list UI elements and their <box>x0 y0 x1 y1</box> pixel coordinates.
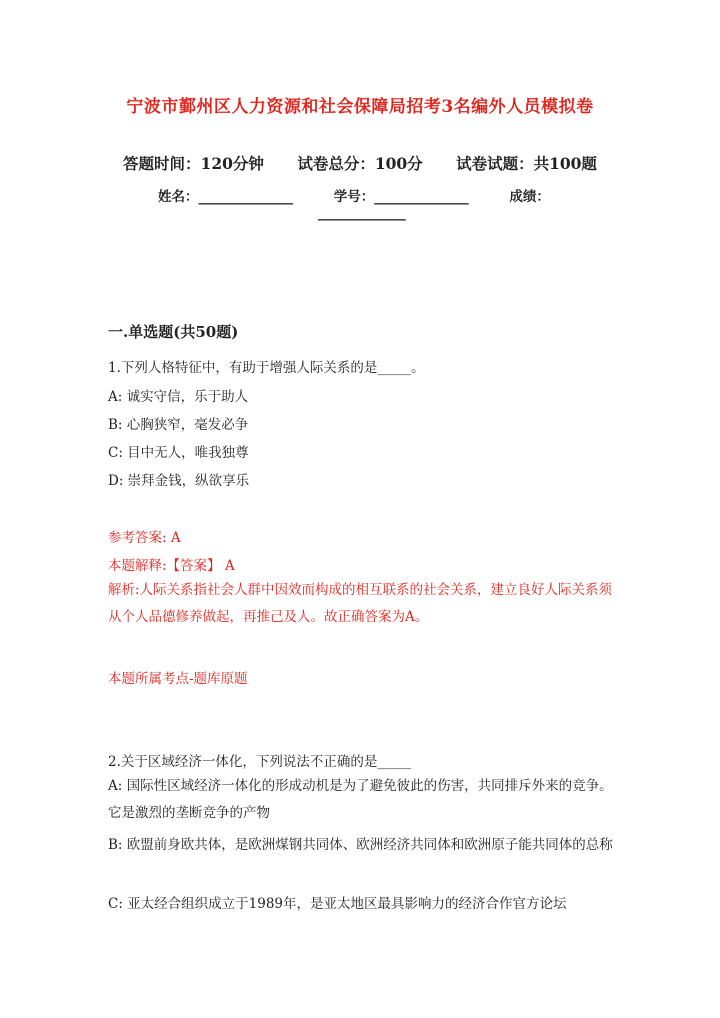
q2-stem: 2.关于区域经济一体化，下列说法不正确的是_____ <box>108 754 412 770</box>
score-line: _____________ <box>318 205 406 221</box>
q1-option-d: D: 崇拜金钱，纵欲享乐 <box>108 473 250 489</box>
q2-option-a: A: 国际性区域经济一体化的形成动机是为了避免彼此的伤害，共同排斥外来的竞争。它是激烈的垄断竞争的产物 <box>108 778 613 821</box>
q1-analysis: 解析:人际关系指社会人群中因效而构成的相互联系的社会关系，建立良好人际关系须从个人品德修养做起，再推己及人。故正确答案为A。 <box>108 582 613 625</box>
score-field: 成绩： <box>509 189 550 205</box>
q1-topic: 本题所属考点-题库原题 <box>108 671 248 687</box>
q2-option-c: C: 亚太经合组织成立于1989年，是亚太地区最具影响力的经济合作官方论坛 <box>108 896 567 912</box>
q1-explanation-title: 本题解释:【答案】 A <box>108 558 235 574</box>
name-field: 姓名：______________ <box>158 189 293 205</box>
student-id-field: 学号：______________ <box>333 189 469 205</box>
exam-time: 答题时间：120分钟 <box>123 154 264 173</box>
q1-reference-answer: 参考答案: A <box>108 530 181 546</box>
exam-total-questions: 试卷试题：共100题 <box>456 154 597 173</box>
exam-title: 宁波市鄞州区人力资源和社会保障局招考3名编外人员模拟卷 <box>126 97 594 117</box>
exam-meta <box>0 152 720 174</box>
section-title: 一.单选题(共50题) <box>108 323 239 341</box>
q1-option-c: C: 目中无人，唯我独尊 <box>108 445 249 461</box>
q1-option-b: B: 心胸狭窄，毫发必争 <box>108 417 249 433</box>
q1-stem: 1.下列人格特征中，有助于增强人际关系的是_____。 <box>108 360 425 376</box>
student-fields <box>158 185 550 205</box>
exam-total-score: 试卷总分：100分 <box>297 154 423 173</box>
q1-option-a: A: 诚实守信，乐于助人 <box>108 389 249 405</box>
q2-option-b: B: 欧盟前身欧共体，是欧洲煤钢共同体、欧洲经济共同体和欧洲原子能共同体的总称 <box>108 837 613 853</box>
